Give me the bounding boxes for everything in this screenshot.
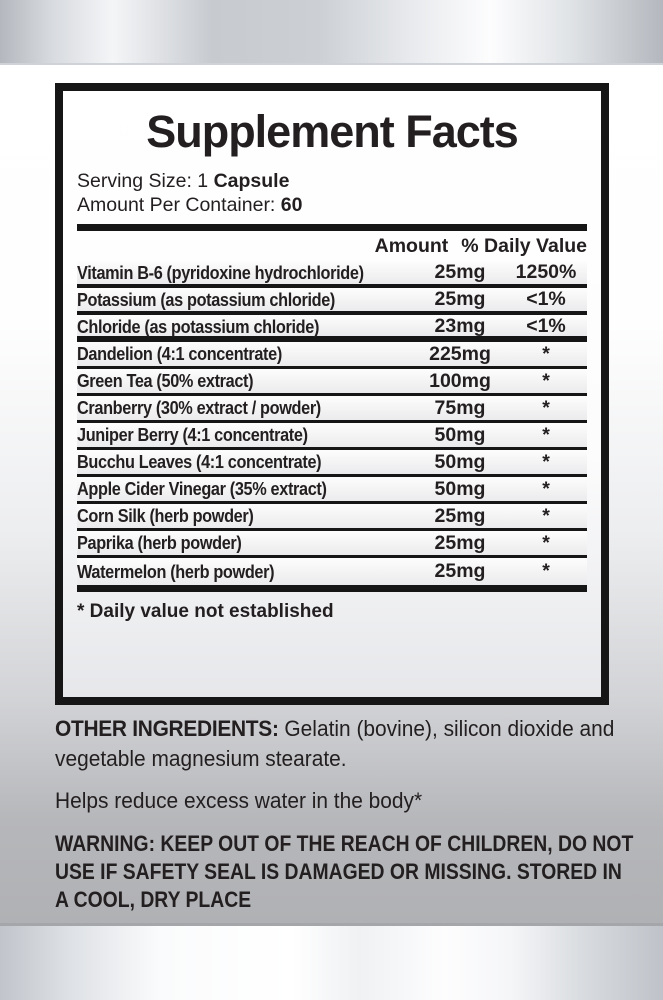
ingredient-amount: 100mg	[429, 369, 491, 392]
ingredient-name: Dandelion (4:1 concentrate)	[77, 343, 282, 364]
container-value: 60	[280, 194, 303, 216]
ingredient-row	[77, 315, 587, 342]
ingredient-name: Apple Cider Vinegar (35% extract)	[77, 478, 327, 499]
ingredient-daily-value: *	[542, 560, 550, 582]
other-ingredients-text: Gelatin (bovine), silicon dioxide and vegetable magnesium stearate.	[55, 716, 615, 771]
ingredient-amount: 23mg	[434, 315, 486, 337]
warning-text: WARNING: KEEP OUT OF THE REACH OF CHILDREN, DO NOT USE IF SAFETY SEAL IS DAMAGED OR MISSING. STORED IN A COOL, DRY PLACE	[55, 831, 634, 912]
ingredient-daily-value: *	[542, 342, 550, 365]
daily-value-column-header: % Daily Value	[461, 234, 587, 257]
amount-per-container: Amount Per Container: 60	[77, 194, 303, 216]
ingredient-daily-value: 1250%	[515, 261, 577, 283]
serving-info	[77, 169, 587, 217]
ingredient-row	[77, 477, 587, 504]
ingredient-name: Chloride (as potassium chloride)	[77, 315, 320, 337]
footnote: * Daily value not established	[77, 601, 334, 622]
ingredient-amount: 75mg	[434, 396, 486, 419]
ingredient-row	[77, 342, 587, 369]
ingredient-daily-value: *	[542, 396, 550, 419]
facts-header-row	[77, 231, 587, 261]
ingredient-amount: 25mg	[434, 504, 486, 527]
other-ingredients-label: OTHER INGREDIENTS:	[55, 716, 279, 741]
supplement-facts-panel	[55, 83, 609, 705]
ingredient-name: Cranberry (30% extract / powder)	[77, 397, 321, 418]
ingredient-row	[77, 531, 587, 558]
panel-title: Supplement Facts	[146, 106, 518, 157]
ingredient-name: Green Tea (50% extract)	[77, 370, 254, 391]
ingredient-amount: 25mg	[434, 288, 486, 310]
ingredient-name: Potassium (as potassium chloride)	[77, 288, 335, 310]
ingredient-row	[77, 261, 587, 288]
ingredient-amount: 50mg	[434, 423, 486, 446]
ingredient-name: Juniper Berry (4:1 concentrate)	[77, 424, 308, 445]
ingredient-daily-value: <1%	[526, 288, 566, 310]
ingredient-amount: 25mg	[434, 261, 486, 283]
ingredient-daily-value: <1%	[526, 315, 566, 337]
ingredient-daily-value: *	[542, 477, 550, 500]
ingredient-daily-value: *	[542, 423, 550, 446]
ingredient-row	[77, 504, 587, 531]
serving-size-value: Capsule	[213, 170, 290, 192]
divider-bar-top	[77, 224, 587, 231]
ingredient-row	[77, 396, 587, 423]
other-ingredients	[55, 714, 625, 774]
ingredient-row	[77, 450, 587, 477]
ingredient-amount: 25mg	[434, 560, 486, 582]
top-metallic-band	[0, 0, 663, 65]
ingredient-name: Vitamin B-6 (pyridoxine hydrochloride)	[77, 261, 364, 283]
claim-text: Helps reduce excess water in the body*	[55, 788, 423, 813]
ingredient-amount: 25mg	[434, 531, 486, 554]
ingredient-name: Corn Silk (herb powder)	[77, 505, 254, 526]
ingredient-name: Watermelon (herb powder)	[77, 560, 275, 582]
ingredient-name: Bucchu Leaves (4:1 concentrate)	[77, 451, 322, 472]
ingredient-amount: 225mg	[429, 342, 491, 365]
ingredient-daily-value: *	[542, 369, 550, 392]
ingredient-name: Paprika (herb powder)	[77, 532, 242, 553]
ingredient-daily-value: *	[542, 450, 550, 473]
divider-bar-bottom	[77, 585, 587, 592]
ingredient-amount: 50mg	[434, 477, 486, 500]
serving-size: Serving Size: 1 Capsule	[77, 170, 290, 192]
ingredient-amount: 50mg	[434, 450, 486, 473]
bottom-metallic-band	[0, 923, 663, 1000]
ingredient-row	[77, 423, 587, 450]
ingredient-row	[77, 369, 587, 396]
ingredient-daily-value: *	[542, 504, 550, 527]
ingredient-row	[77, 558, 587, 585]
ingredient-daily-value: *	[542, 531, 550, 554]
ingredient-row	[77, 288, 587, 315]
amount-column-header: Amount	[374, 234, 449, 257]
